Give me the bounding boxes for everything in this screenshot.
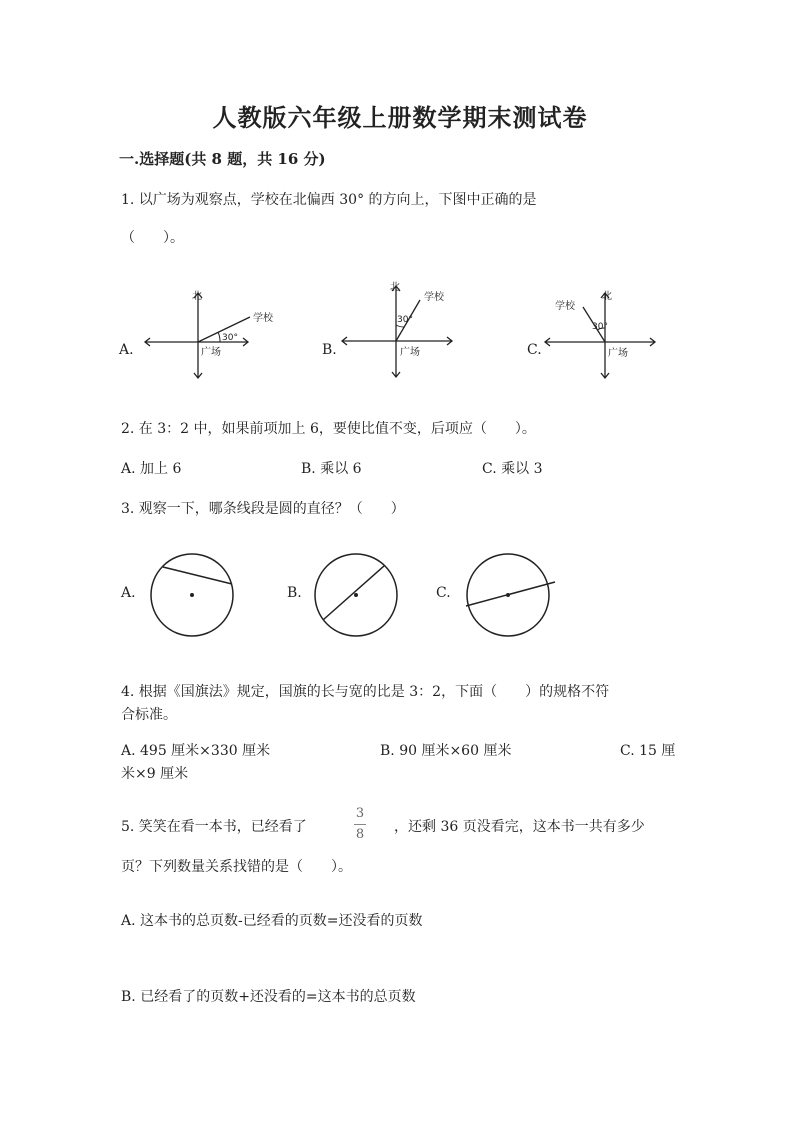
q5-fraction-numerator: 3 [355, 806, 365, 821]
q5-stem-part2: ，还剩 36 页没看完，这本书一共有多少 [394, 819, 645, 835]
q2-option-c: C. 乘以 3 [482, 461, 543, 477]
q1c-school-label: 学校 [555, 301, 575, 312]
q3-option-c-label: C. [436, 585, 451, 601]
q4-option-c-line2: 米×9 厘米 [121, 766, 189, 782]
q1b-square-label: 广场 [400, 347, 420, 358]
q1a-square-label: 广场 [201, 347, 221, 358]
q3-circle-b [314, 553, 404, 643]
page-title: 人教版六年级上册数学期末测试卷 [212, 103, 588, 132]
q1a-school-label: 学校 [253, 313, 273, 324]
q1a-north-label: 北 [192, 291, 202, 302]
q1-diagram-c [545, 285, 665, 385]
q1-option-b-label: B. [322, 342, 337, 358]
q1-diagram-b [340, 280, 460, 380]
q5-fraction-denominator: 8 [355, 827, 365, 842]
q4-option-a: A. 495 厘米×330 厘米 [121, 743, 271, 759]
q5-stem-line2: 页？下列数量关系找错的是（ ）。 [121, 859, 352, 875]
q1b-angle-label: 30° [397, 315, 413, 325]
q2-option-a: A. 加上 6 [121, 461, 182, 477]
q1-option-c-label: C. [527, 342, 542, 358]
q1-stem-line1: 1. 以广场为观察点，学校在北偏西 30° 的方向上，下图中正确的是 [121, 192, 537, 208]
q4-stem-line2: 合标准。 [121, 707, 177, 723]
q1-stem-line2: （ ）。 [121, 230, 184, 246]
q5-fraction-bar [354, 824, 366, 825]
q3-option-b-label: B. [287, 585, 302, 601]
q1c-square-label: 广场 [608, 348, 628, 359]
section-heading: 一.选择题(共 8 题，共 16 分) [119, 150, 326, 168]
q3-option-a-label: A. [121, 585, 136, 601]
q3-circle-a [150, 553, 240, 643]
q1b-north-label: 北 [390, 282, 400, 293]
q2-option-b: B. 乘以 6 [301, 461, 362, 477]
q1-diagram-a [140, 285, 273, 385]
q1b-school-label: 学校 [424, 292, 444, 303]
q1c-north-label: 北 [602, 291, 612, 302]
q5-option-b: B. 已经看了的页数+还没看的=这本书的总页数 [121, 989, 416, 1005]
q4-option-c-line1: C. 15 厘 [620, 743, 676, 759]
q1a-angle-label: 30° [222, 333, 238, 343]
q5-option-a: A. 这本书的总页数-已经看的页数=还没看的页数 [121, 913, 423, 929]
q4-option-b: B. 90 厘米×60 厘米 [380, 743, 512, 759]
q1c-angle-label: 30° [592, 322, 608, 332]
q1-option-a-label: A. [119, 342, 134, 358]
q5-stem-part1: 5. 笑笑在看一本书，已经看了 [121, 819, 307, 835]
q4-stem-line1: 4. 根据《国旗法》规定，国旗的长与宽的比是 3：2，下面（ ）的规格不符 [121, 684, 610, 700]
q3-circle-c [466, 553, 566, 643]
q2-stem: 2. 在 3：2 中，如果前项加上 6，要使比值不变，后项应（ ）。 [121, 421, 536, 437]
q3-stem: 3. 观察一下，哪条线段是圆的直径？（ ） [121, 501, 405, 517]
